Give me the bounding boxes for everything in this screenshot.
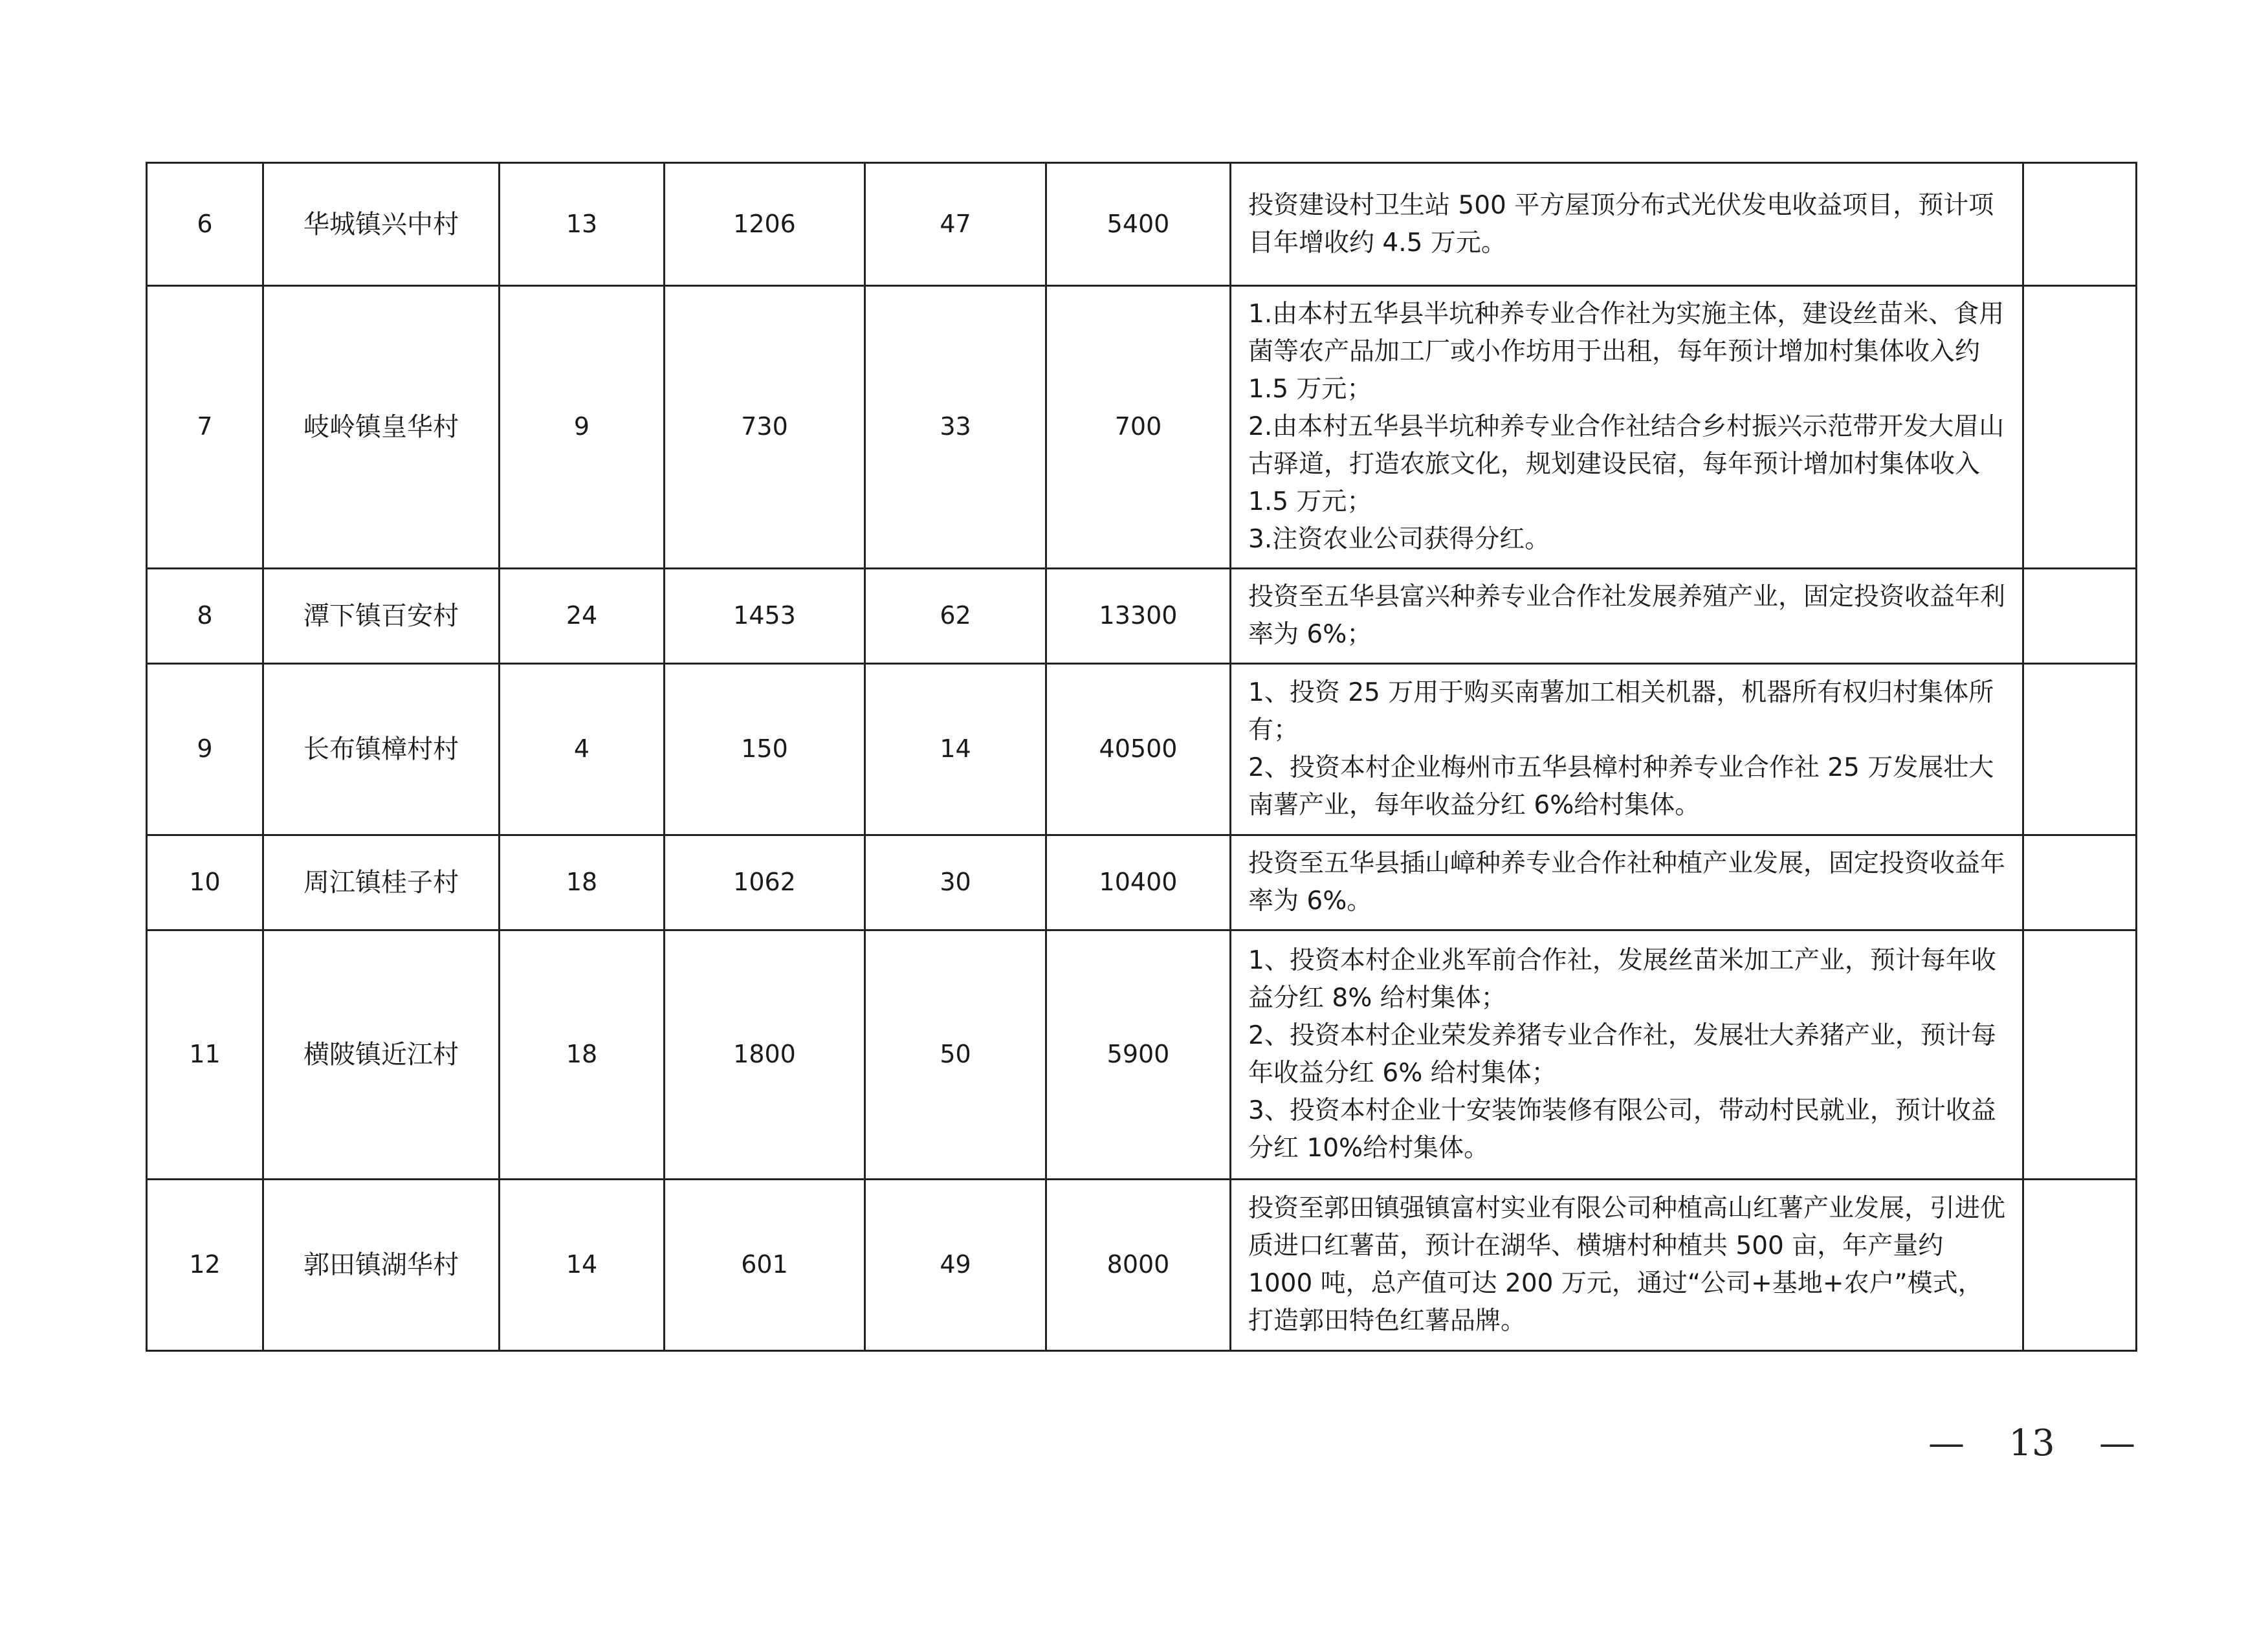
description-line: 投资至郭田镇强镇富村实业有限公司种植高山红薯产业发展，引进优质进口红薯苗，预计在湖华、横塘村种植共 500 亩，年产量约 1000 吨，总产值可达 200 万元，通过“公司+基地+农户”模式，打造郭田特色红薯品牌。 [1248,1194,2006,1336]
village-name-cell: 潭下镇百安村 [263,569,500,664]
description-line: 投资至五华县富兴种养专业合作社发展养殖产业，固定投资收益年利率为 6%； [1248,582,2006,649]
village-name-cell: 华城镇兴中村 [263,163,500,286]
page-number-dash-right: — [2098,1422,2135,1464]
value-cell-2: 150 [665,664,865,835]
table-row [147,163,2137,286]
value-cell-4: 13300 [1046,569,1231,664]
value-cell-3: 47 [865,163,1046,286]
project-description-cell [1231,286,2023,569]
remark-cell [2023,835,2137,930]
project-description-cell [1231,835,2023,930]
table-row [147,835,2137,930]
table-row [147,286,2137,569]
project-description-cell [1231,569,2023,664]
value-cell-4: 5400 [1046,163,1231,286]
value-cell-4: 700 [1046,286,1231,569]
value-cell-3: 30 [865,835,1046,930]
description-line: 投资至五华县插山嶂种养专业合作社种植产业发展，固定投资收益年率为 6%。 [1248,849,2006,916]
description-line: 投资建设村卫生站 500 平方屋顶分布式光伏发电收益项目，预计项目年增收约 4.5 万元。 [1248,190,1994,258]
value-cell-2: 1800 [665,930,865,1180]
village-name-cell: 岐岭镇皇华村 [263,286,500,569]
row-number-cell: 12 [147,1180,263,1351]
value-cell-3: 14 [865,664,1046,835]
project-description-cell [1231,930,2023,1180]
value-cell-2: 1062 [665,835,865,930]
value-cell-3: 50 [865,930,1046,1180]
description-line: 1、投资本村企业兆军前合作社，发展丝苗米加工产业，预计每年收益分红 8% 给村集体； [1248,946,1996,1013]
row-number-cell: 9 [147,664,263,835]
remark-cell [2023,286,2137,569]
remark-cell [2023,930,2137,1180]
table-body [147,163,2137,1351]
value-cell-4: 5900 [1046,930,1231,1180]
value-cell-4: 8000 [1046,1180,1231,1351]
value-cell-2: 1206 [665,163,865,286]
table-row [147,1180,2137,1351]
row-number-cell: 7 [147,286,263,569]
table-row [147,664,2137,835]
value-cell-2: 730 [665,286,865,569]
value-cell-1: 9 [500,286,665,569]
row-number-cell: 8 [147,569,263,664]
description-line: 3.注资农业公司获得分红。 [1248,525,1550,554]
value-cell-1: 24 [500,569,665,664]
value-cell-2: 601 [665,1180,865,1351]
village-investment-table [146,162,2137,1352]
project-description-cell [1231,664,2023,835]
value-cell-4: 40500 [1046,664,1231,835]
village-name-cell: 郭田镇湖华村 [263,1180,500,1351]
remark-cell [2023,1180,2137,1351]
page-number: 13 [2009,1422,2055,1464]
village-name-cell: 周江镇桂子村 [263,835,500,930]
description-line: 1.由本村五华县半坑种养专业合作社为实施主体，建设丝苗米、食用菌等农产品加工厂或小作坊用于出租，每年预计增加村集体收入约 1.5 万元； [1248,300,2005,404]
value-cell-1: 18 [500,835,665,930]
page-footer [1928,1417,2135,1469]
village-name-cell: 横陂镇近江村 [263,930,500,1180]
description-line: 2、投资本村企业梅州市五华县樟村种养专业合作社 25 万发展壮大南薯产业，每年收益分红 6%给村集体。 [1248,753,1994,820]
value-cell-1: 4 [500,664,665,835]
remark-cell [2023,163,2137,286]
village-name-cell: 长布镇樟村村 [263,664,500,835]
description-line: 1、投资 25 万用于购买南薯加工相关机器，机器所有权归村集体所有； [1248,678,1994,745]
description-line: 2.由本村五华县半坑种养专业合作社结合乡村振兴示范带开发大眉山古驿道，打造农旅文化，规划建设民宿，每年预计增加村集体收入 1.5 万元； [1248,412,2005,516]
project-description-cell [1231,1180,2023,1351]
value-cell-1: 14 [500,1180,665,1351]
value-cell-2: 1453 [665,569,865,664]
remark-cell [2023,569,2137,664]
description-line: 2、投资本村企业荣发养猪专业合作社，发展壮大养猪产业，预计每年收益分红 6% 给村集体； [1248,1021,1996,1088]
value-cell-4: 10400 [1046,835,1231,930]
row-number-cell: 11 [147,930,263,1180]
value-cell-3: 33 [865,286,1046,569]
row-number-cell: 10 [147,835,263,930]
project-description-cell [1231,163,2023,286]
value-cell-1: 18 [500,930,665,1180]
remark-cell [2023,664,2137,835]
value-cell-3: 62 [865,569,1046,664]
page-number-dash-left: — [1928,1422,1965,1464]
row-number-cell: 6 [147,163,263,286]
table-row [147,569,2137,664]
description-line: 3、投资本村企业十安装饰装修有限公司，带动村民就业，预计收益分红 10%给村集体。 [1248,1096,1996,1163]
value-cell-3: 49 [865,1180,1046,1351]
table-row [147,930,2137,1180]
value-cell-1: 13 [500,163,665,286]
